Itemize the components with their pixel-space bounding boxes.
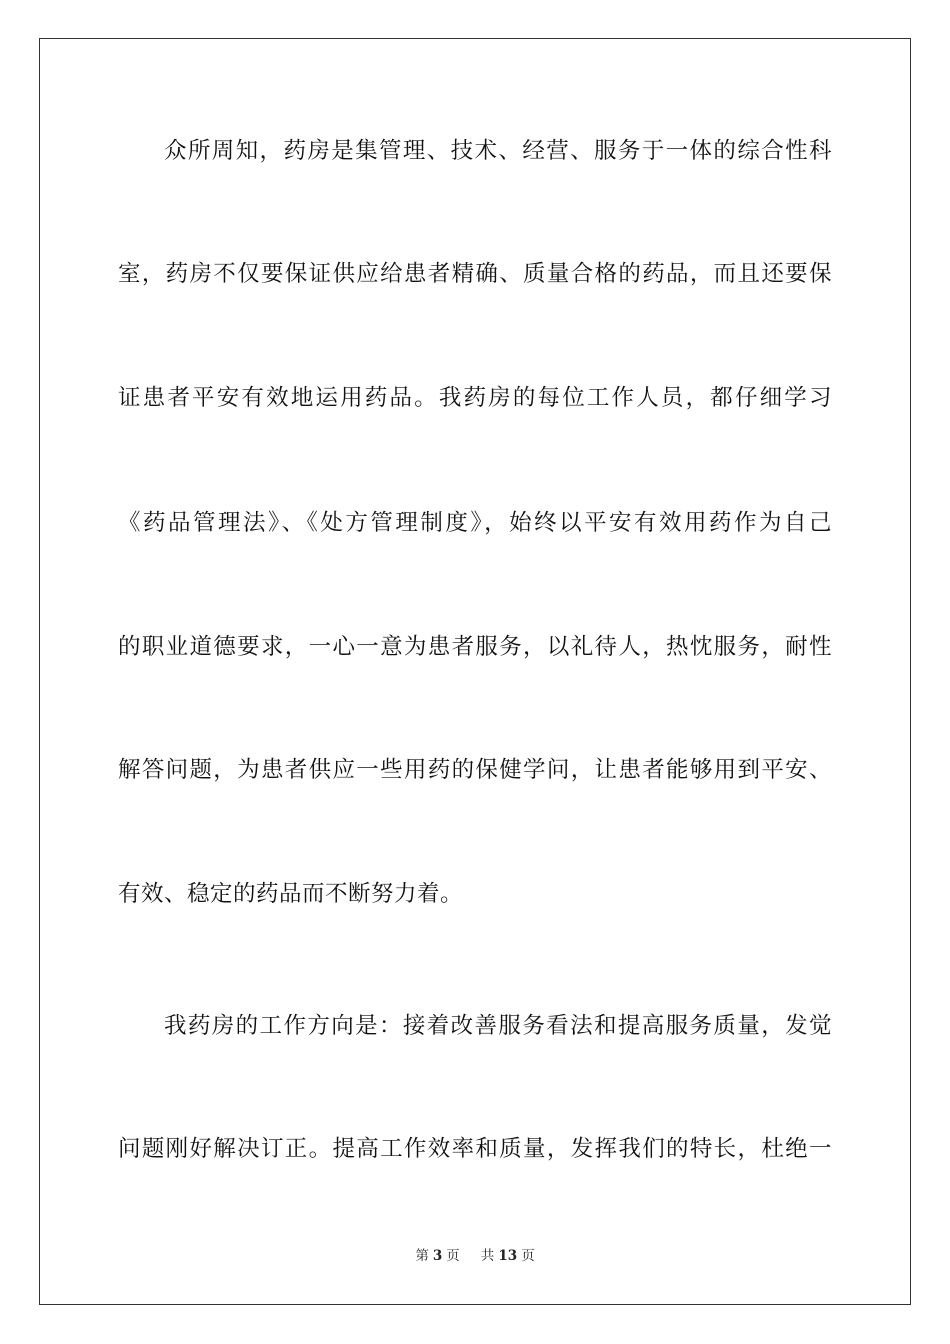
paragraph-1-line-7: 有效、稳定的药品而不断努力着。 [118,881,464,907]
footer-total-prefix: 共 [480,1248,495,1264]
footer-current-page: 3 [432,1248,443,1264]
paragraph-1-line-6: 解答问题，为患者供应一些用药的保健学问，让患者能够用到平安、 [118,757,832,783]
page-footer [0,1246,950,1266]
paragraph-2-line-2: 问题刚好解决订正。提高工作效率和质量，发挥我们的特长，杜绝一 [118,1136,832,1162]
footer-page-unit: 页 [446,1248,460,1264]
paragraph-1-line-5: 的职业道德要求，一心一意为患者服务，以礼待人，热忱服务，耐性 [118,634,832,660]
paragraph-1-line-3: 证患者平安有效地运用药品。我药房的每位工作人员，都仔细学习 [118,385,832,411]
paragraph-1-line-1: 众所周知，药房是集管理、技术、经营、服务于一体的综合性科 [164,138,832,164]
footer-total-unit: 页 [521,1248,535,1264]
paragraph-1-line-4: 《药品管理法》、《处方管理制度》，始终以平安有效用药作为自己 [118,510,832,536]
footer-total-pages: 13 [498,1248,518,1264]
paragraph-1-line-2: 室，药房不仅要保证供应给患者精确、质量合格的药品，而且还要保 [118,261,832,287]
footer-page-prefix: 第 [415,1248,429,1264]
paragraph-2-line-1: 我药房的工作方向是：接着改善服务看法和提高服务质量，发觉 [164,1013,832,1039]
page-border [39,38,911,1305]
